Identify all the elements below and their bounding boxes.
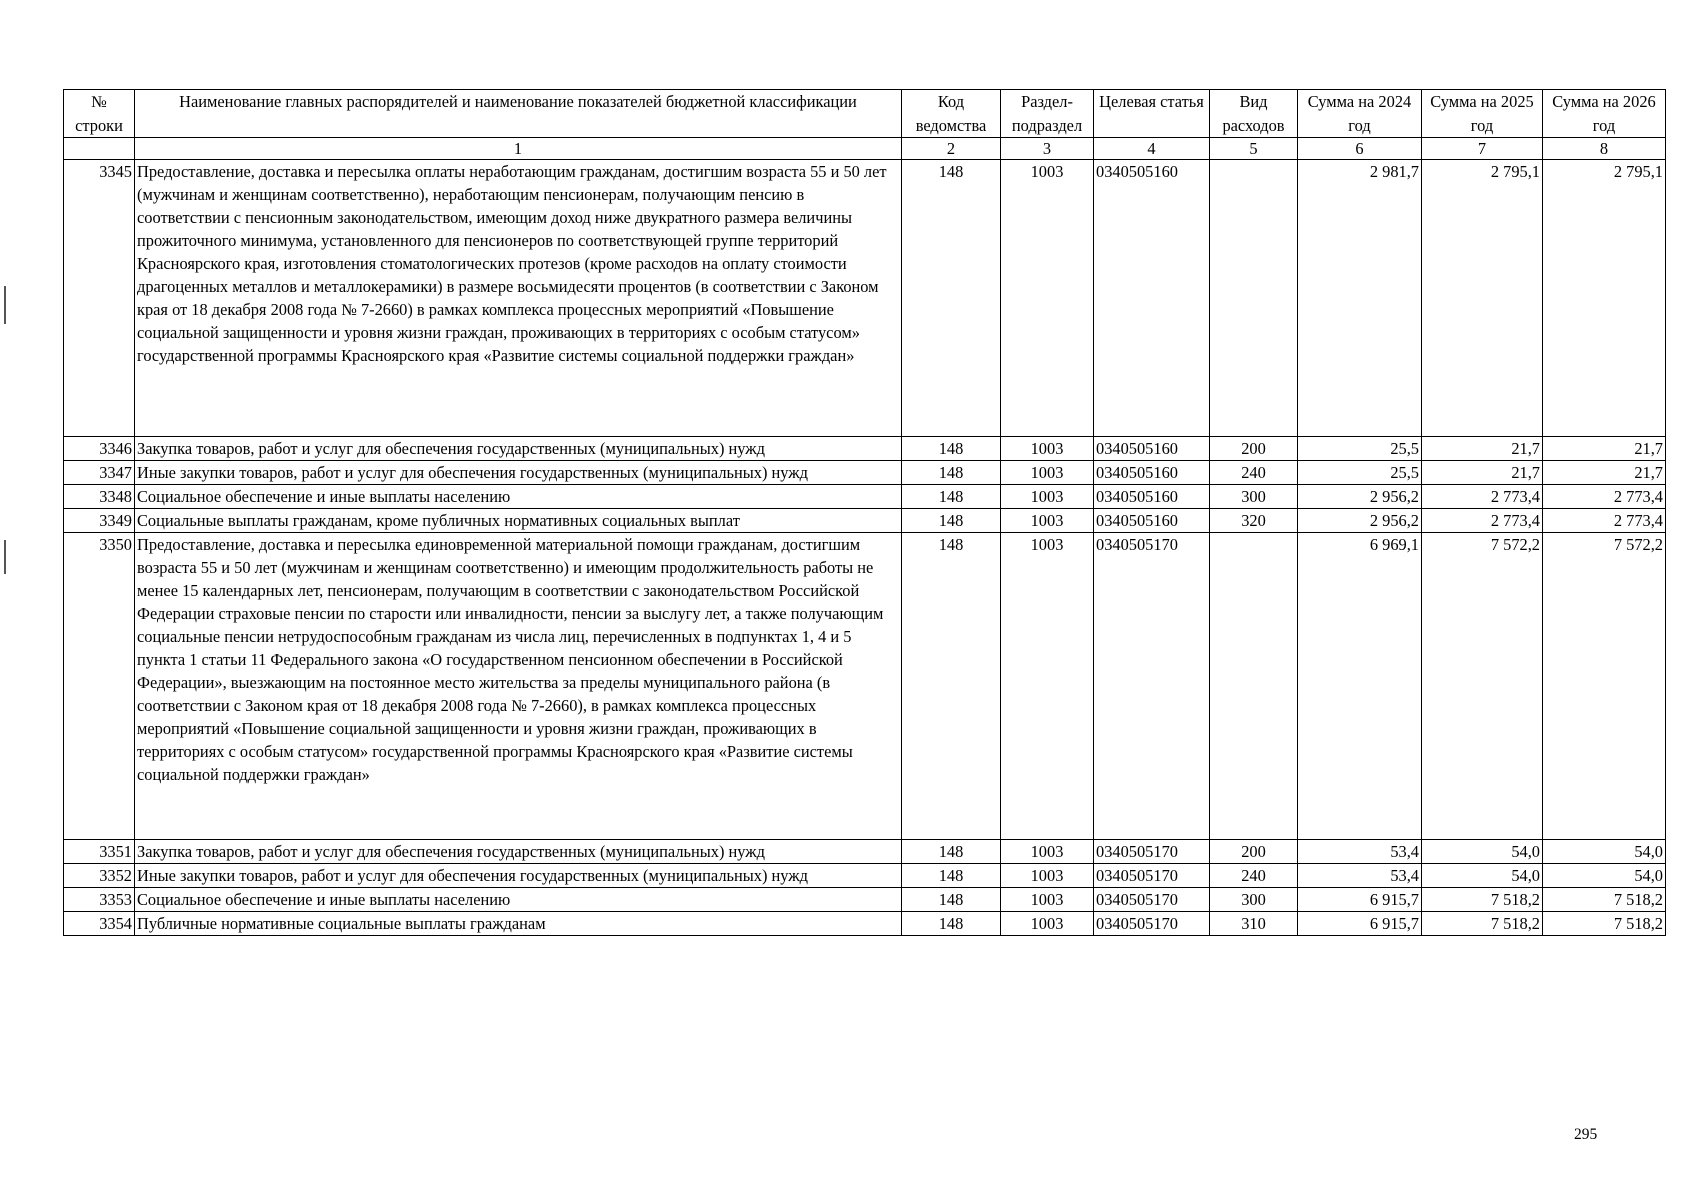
table-row — [64, 888, 1666, 912]
header-target-article: Целевая статья — [1094, 90, 1210, 138]
row-sum-2025: 2 795,1 — [1422, 160, 1543, 437]
row-sum-2024: 53,4 — [1298, 864, 1422, 888]
table-row — [64, 840, 1666, 864]
row-section: 1003 — [1001, 160, 1094, 437]
row-name: Закупка товаров, работ и услуг для обеспечения государственных (муниципальных) нужд — [135, 437, 902, 461]
row-sum-2025: 7 572,2 — [1422, 533, 1543, 840]
table-row — [64, 509, 1666, 533]
budget-table — [63, 89, 1666, 936]
header-dept-code: Код ведомства — [902, 90, 1001, 138]
scan-margin-mark — [4, 286, 6, 324]
column-number: 1 — [135, 138, 902, 160]
row-sum-2024: 53,4 — [1298, 840, 1422, 864]
row-sum-2025: 21,7 — [1422, 437, 1543, 461]
row-name: Публичные нормативные социальные выплаты гражданам — [135, 912, 902, 936]
table-row — [64, 461, 1666, 485]
row-target-article: 0340505170 — [1094, 840, 1210, 864]
row-number: 3354 — [64, 912, 135, 936]
row-target-article: 0340505170 — [1094, 912, 1210, 936]
row-sum-2026: 2 773,4 — [1543, 509, 1666, 533]
row-sum-2024: 2 981,7 — [1298, 160, 1422, 437]
header-section: Раздел-подраздел — [1001, 90, 1094, 138]
row-sum-2025: 7 518,2 — [1422, 912, 1543, 936]
row-section: 1003 — [1001, 888, 1094, 912]
row-number: 3352 — [64, 864, 135, 888]
row-number: 3348 — [64, 485, 135, 509]
row-dept-code: 148 — [902, 533, 1001, 840]
header-row — [64, 90, 1666, 138]
row-target-article: 0340505160 — [1094, 485, 1210, 509]
page-number: 295 — [1574, 1126, 1598, 1143]
row-expense-type: 310 — [1210, 912, 1298, 936]
row-name: Предоставление, доставка и пересылка единовременной материальной помощи гражданам, достигшим возраста 55 и 50 лет (мужчинам и женщинам соответственно) и имеющим продолжительность работы не менее 15 календарных лет, пенсионерам, получающим в соответствии с законодательством Российской Федерации страховые пенсии по старости или инвалидности, пенсии за выслугу лет, а также получающим социальные пенсии нетрудоспособным гражданам из числа лиц, перечисленных в подпунктах 1, 4 и 5 пункта 1 статьи 11 Федерального закона «О государственном пенсионном обеспечении в Российской Федерации», выезжающим на постоянное место жительства за пределы муниципального района (в соответствии с Законом края от 18 декабря 2008 года № 7-2660), в рамках комплекса процессных мероприятий «Повышение социальной защищенности и уровня жизни граждан, проживающих в территориях с особым статусом» государственной программы Красноярского края «Развитие системы социальной поддержки граждан» — [135, 533, 902, 840]
row-sum-2026: 54,0 — [1543, 840, 1666, 864]
row-target-article: 0340505170 — [1094, 864, 1210, 888]
row-expense-type: 240 — [1210, 864, 1298, 888]
row-expense-type: 320 — [1210, 509, 1298, 533]
table-row — [64, 912, 1666, 936]
row-number: 3346 — [64, 437, 135, 461]
row-target-article: 0340505170 — [1094, 533, 1210, 840]
row-sum-2026: 21,7 — [1543, 461, 1666, 485]
row-dept-code: 148 — [902, 437, 1001, 461]
row-expense-type: 300 — [1210, 888, 1298, 912]
row-sum-2024: 6 915,7 — [1298, 888, 1422, 912]
row-sum-2025: 54,0 — [1422, 840, 1543, 864]
row-dept-code: 148 — [902, 485, 1001, 509]
row-section: 1003 — [1001, 912, 1094, 936]
row-name: Социальное обеспечение и иные выплаты населению — [135, 485, 902, 509]
row-sum-2025: 2 773,4 — [1422, 509, 1543, 533]
header-row-number: № строки — [64, 90, 135, 138]
row-target-article: 0340505160 — [1094, 509, 1210, 533]
row-target-article: 0340505160 — [1094, 461, 1210, 485]
row-sum-2025: 54,0 — [1422, 864, 1543, 888]
row-target-article: 0340505170 — [1094, 888, 1210, 912]
row-expense-type — [1210, 533, 1298, 840]
header-sum-2024: Сумма на 2024 год — [1298, 90, 1422, 138]
row-expense-type: 240 — [1210, 461, 1298, 485]
row-section: 1003 — [1001, 437, 1094, 461]
row-sum-2026: 7 518,2 — [1543, 912, 1666, 936]
row-target-article: 0340505160 — [1094, 437, 1210, 461]
row-sum-2024: 25,5 — [1298, 437, 1422, 461]
row-sum-2024: 2 956,2 — [1298, 485, 1422, 509]
column-number: 5 — [1210, 138, 1298, 160]
header-numbering-row — [64, 138, 1666, 160]
row-section: 1003 — [1001, 533, 1094, 840]
header-name: Наименование главных распорядителей и наименование показателей бюджетной классификации — [135, 90, 902, 138]
row-section: 1003 — [1001, 840, 1094, 864]
row-sum-2024: 6 915,7 — [1298, 912, 1422, 936]
row-sum-2025: 7 518,2 — [1422, 888, 1543, 912]
row-section: 1003 — [1001, 509, 1094, 533]
row-dept-code: 148 — [902, 509, 1001, 533]
row-section: 1003 — [1001, 485, 1094, 509]
row-expense-type: 200 — [1210, 437, 1298, 461]
row-expense-type: 300 — [1210, 485, 1298, 509]
row-name: Иные закупки товаров, работ и услуг для обеспечения государственных (муниципальных) нужд — [135, 864, 902, 888]
row-sum-2026: 2 773,4 — [1543, 485, 1666, 509]
row-section: 1003 — [1001, 864, 1094, 888]
row-number: 3351 — [64, 840, 135, 864]
column-number: 6 — [1298, 138, 1422, 160]
table-row — [64, 864, 1666, 888]
row-number: 3347 — [64, 461, 135, 485]
row-dept-code: 148 — [902, 840, 1001, 864]
row-sum-2025: 2 773,4 — [1422, 485, 1543, 509]
row-dept-code: 148 — [902, 160, 1001, 437]
row-expense-type — [1210, 160, 1298, 437]
header-sum-2026: Сумма на 2026 год — [1543, 90, 1666, 138]
table-row — [64, 533, 1666, 840]
row-dept-code: 148 — [902, 461, 1001, 485]
header-sum-2025: Сумма на 2025 год — [1422, 90, 1543, 138]
row-sum-2025: 21,7 — [1422, 461, 1543, 485]
row-dept-code: 148 — [902, 888, 1001, 912]
row-number: 3353 — [64, 888, 135, 912]
row-sum-2026: 7 518,2 — [1543, 888, 1666, 912]
row-sum-2026: 2 795,1 — [1543, 160, 1666, 437]
column-number: 2 — [902, 138, 1001, 160]
row-sum-2024: 2 956,2 — [1298, 509, 1422, 533]
row-name: Предоставление, доставка и пересылка оплаты неработающим гражданам, достигшим возраста 55 и 50 лет (мужчинам и женщинам соответственно), неработающим пенсионерам, получающим пенсию в соответствии с пенсионным законодательством, имеющим доход ниже двукратного размера величины прожиточного минимума, установленного для пенсионеров по соответствующей группе территорий Красноярского края, изготовления стоматологических протезов (кроме расходов на оплату стоимости драгоценных металлов и металлокерамики) в размере восьмидесяти процентов (в соответствии с Законом края от 18 декабря 2008 года № 7-2660) в рамках комплекса процессных мероприятий «Повышение социальной защищенности и уровня жизни граждан, проживающих в территориях с особым статусом» государственной программы Красноярского края «Развитие системы социальной поддержки граждан» — [135, 160, 902, 437]
row-section: 1003 — [1001, 461, 1094, 485]
table-row — [64, 485, 1666, 509]
table-row — [64, 437, 1666, 461]
column-number: 8 — [1543, 138, 1666, 160]
row-sum-2024: 25,5 — [1298, 461, 1422, 485]
column-number: 3 — [1001, 138, 1094, 160]
table-row — [64, 160, 1666, 437]
row-name: Социальное обеспечение и иные выплаты населению — [135, 888, 902, 912]
row-number: 3345 — [64, 160, 135, 437]
row-sum-2026: 7 572,2 — [1543, 533, 1666, 840]
row-name: Закупка товаров, работ и услуг для обеспечения государственных (муниципальных) нужд — [135, 840, 902, 864]
row-number: 3349 — [64, 509, 135, 533]
row-expense-type: 200 — [1210, 840, 1298, 864]
header-expense-type: Вид расходов — [1210, 90, 1298, 138]
row-sum-2026: 54,0 — [1543, 864, 1666, 888]
row-name: Иные закупки товаров, работ и услуг для обеспечения государственных (муниципальных) нужд — [135, 461, 902, 485]
scan-margin-mark — [4, 540, 6, 574]
column-number — [64, 138, 135, 160]
column-number: 7 — [1422, 138, 1543, 160]
row-number: 3350 — [64, 533, 135, 840]
column-number: 4 — [1094, 138, 1210, 160]
row-sum-2026: 21,7 — [1543, 437, 1666, 461]
row-dept-code: 148 — [902, 912, 1001, 936]
row-sum-2024: 6 969,1 — [1298, 533, 1422, 840]
row-name: Социальные выплаты гражданам, кроме публичных нормативных социальных выплат — [135, 509, 902, 533]
row-target-article: 0340505160 — [1094, 160, 1210, 437]
row-dept-code: 148 — [902, 864, 1001, 888]
